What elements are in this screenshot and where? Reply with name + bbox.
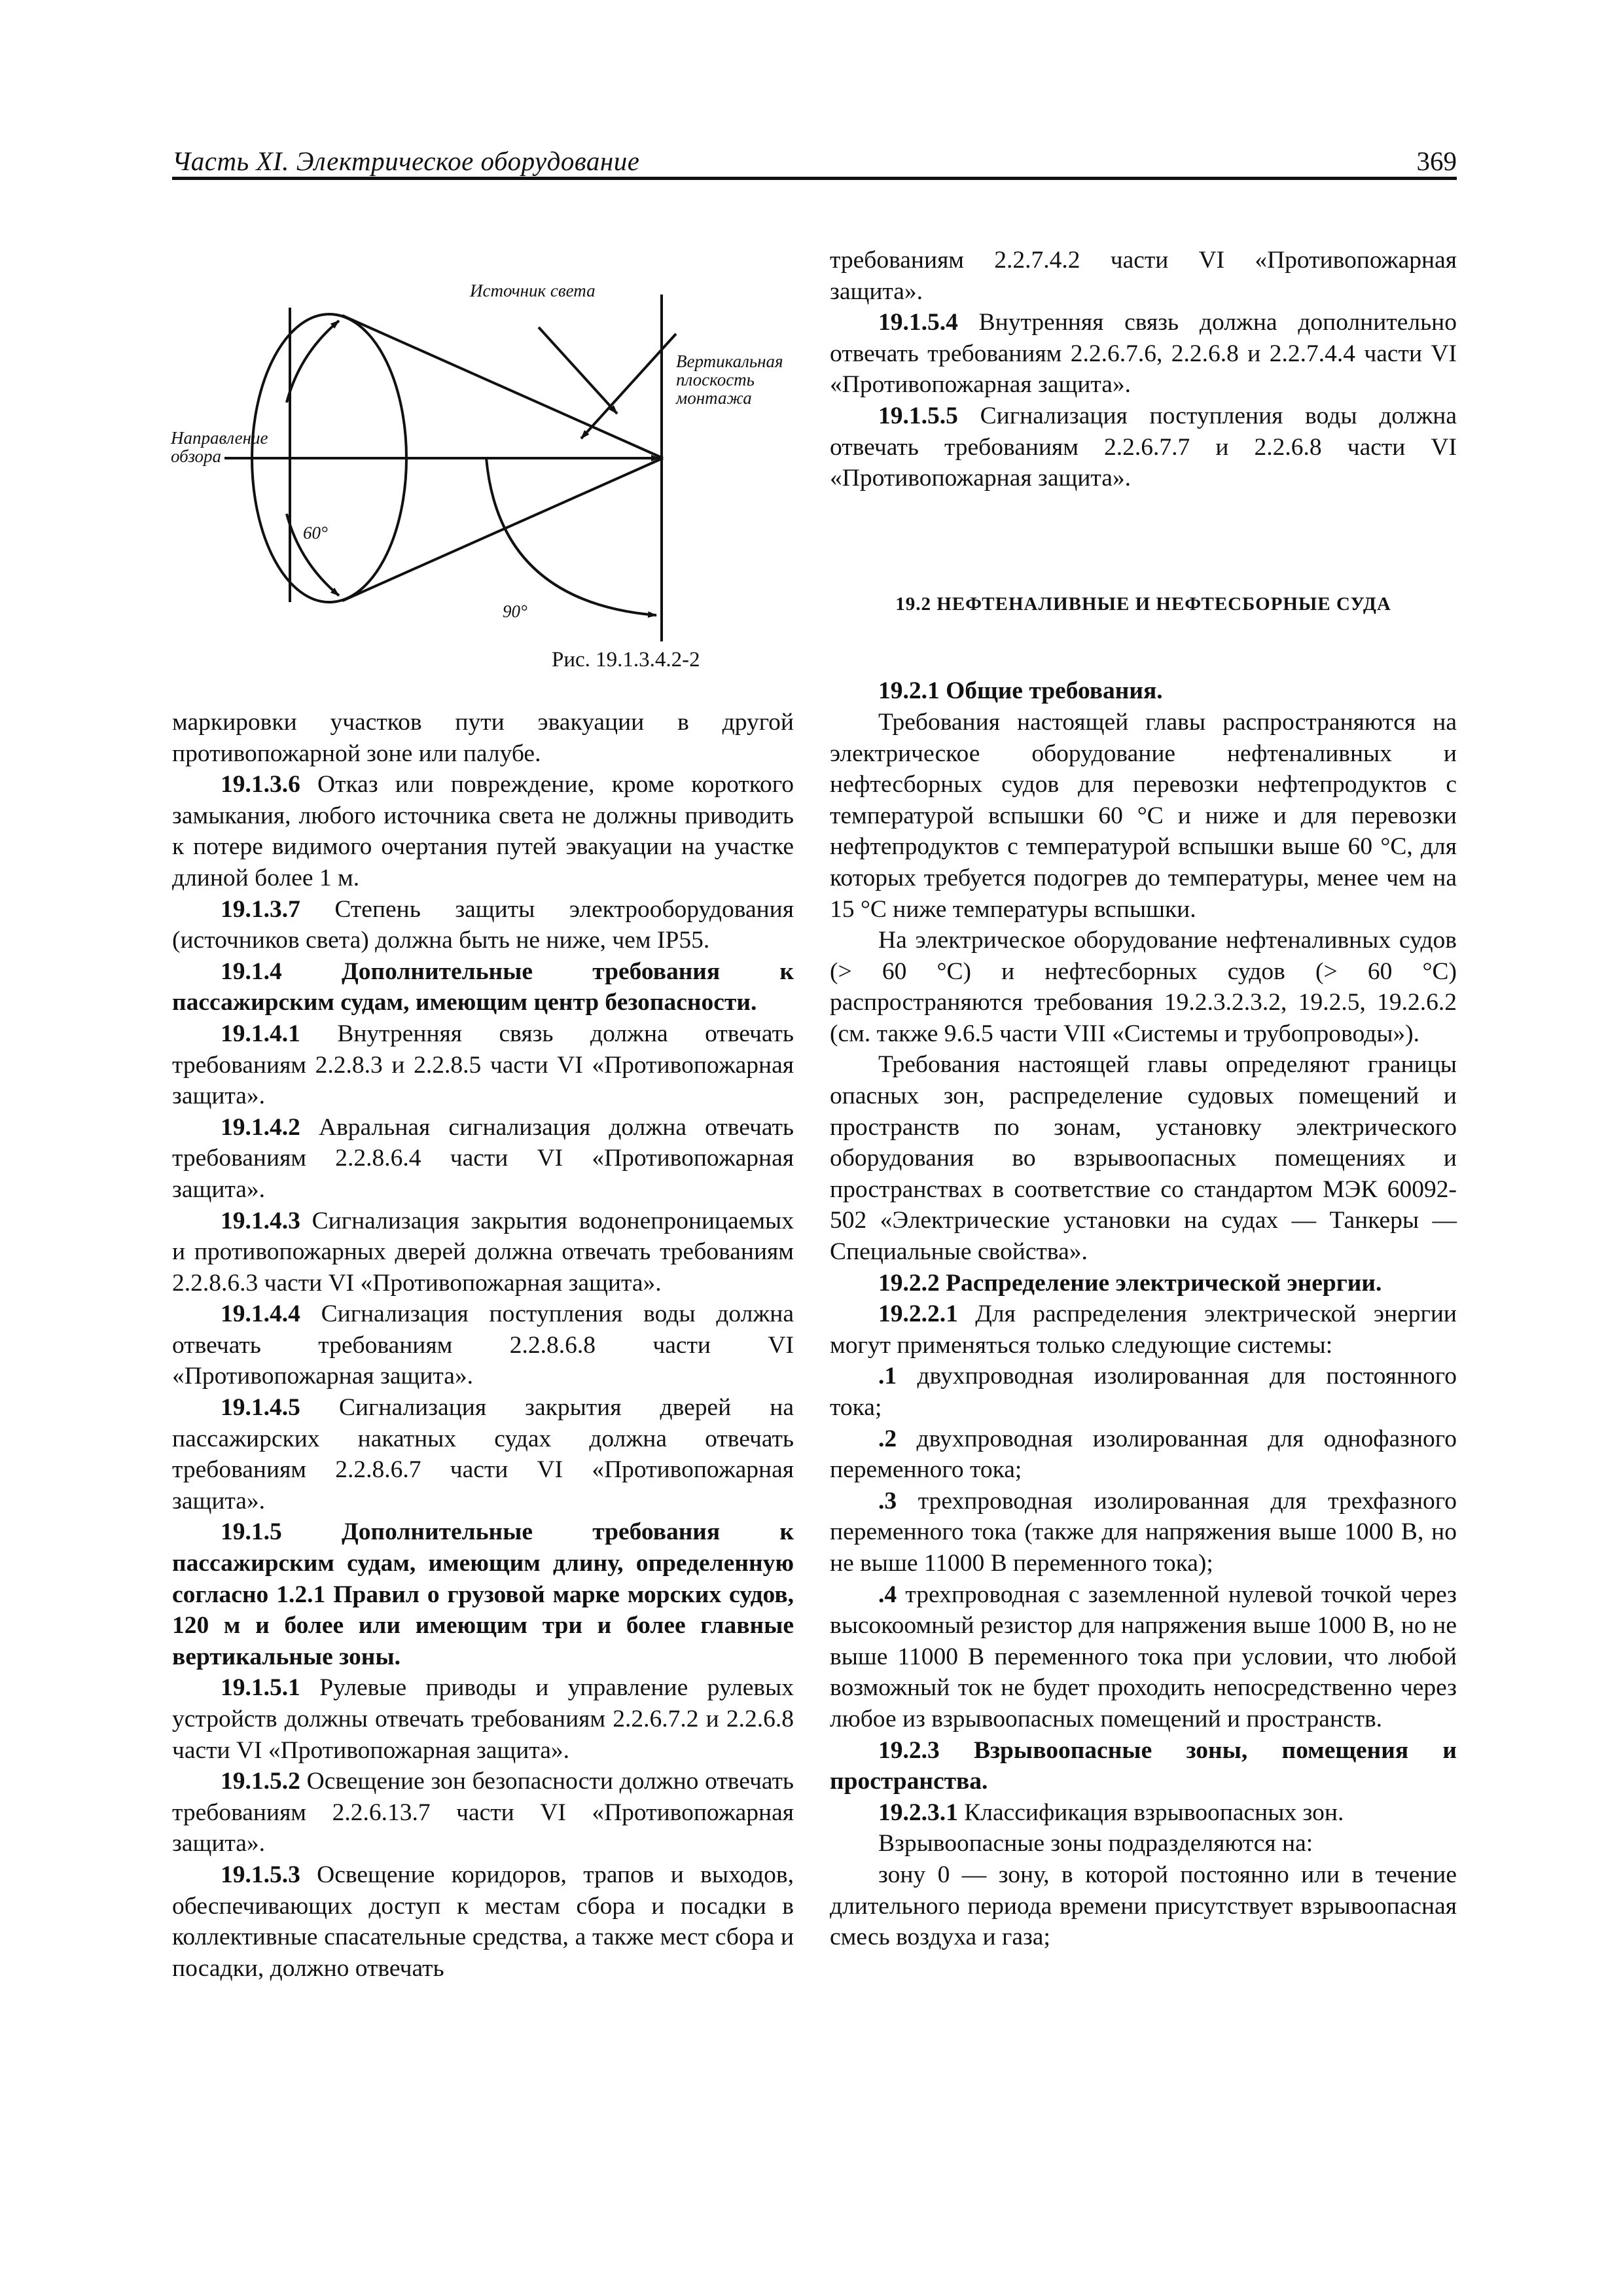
list-item: .3 трехпроводная изолированная для трехфазного переменного тока (также для напряжения выше 1000 В, но не выше 11000 В переменного тока);: [830, 1487, 1457, 1577]
label-angle-60: 60°: [303, 523, 328, 543]
paragraph: На электрическое оборудование нефтеналивных судов (> 60 °С) и нефтесборных судов (> 60 °С) распространяются требования 19.2.3.2.3.2, 19.2.5, 19.2.6.2 (см. также 9.6.5 части VIII «Системы и трубопроводы»).: [830, 927, 1457, 1047]
header-rule: [172, 177, 1457, 180]
arc-60-top: [287, 321, 339, 403]
subsection-heading: 19.2.1 Общие требования.: [878, 677, 1163, 705]
light-source-pointer: [539, 327, 617, 414]
paragraph: зону 0 — зону, в которой постоянно или в течение длительного периода времени присутствует взрывоопасная смесь воздуха и газа;: [830, 1861, 1457, 1951]
list-item: .1 двухпроводная изолированная для постоянного тока;: [830, 1363, 1457, 1421]
figure-caption: Рис. 19.1.3.4.2-2: [552, 648, 700, 672]
paragraph: 19.1.4.2 Авральная сигнализация должна отвечать требованиям 2.2.8.6.4 части VI «Противопожарная защита».: [172, 1113, 794, 1203]
paragraph: 19.1.3.7 Степень защиты электрооборудования (источников света) должна быть не ниже, чем IP55.: [172, 895, 794, 954]
subsection-heading: 19.2.2 Распределение электрической энергии.: [878, 1269, 1382, 1297]
paragraph: маркировки участков пути эвакуации в другой противопожарной зоне или палубе.: [172, 709, 794, 767]
label-vertical-plane: Вертикальная плоскость монтажа: [676, 351, 783, 408]
right-column: [830, 245, 1457, 1953]
cone-edge-bottom: [342, 458, 663, 601]
arc-90: [486, 458, 656, 615]
paragraph: 19.1.5.1 Рулевые приводы и управление рулевых устройств должны отвечать требованиям 2.2.6.7.2 и 2.2.6.8 части VI «Противопожарная защита».: [172, 1674, 794, 1764]
paragraph: требованиям 2.2.7.4.2 части VI «Противопожарная защита».: [830, 247, 1457, 305]
label-view-direction: Направление обзора: [171, 428, 268, 466]
paragraph: Требования настоящей главы распространяются на электрическое оборудование нефтеналивных и нефтесборных судов для перевозки нефтепродуктов с температурой вспышки 60 °С и ниже и для перевозки нефтепродуктов с температурой вспышки выше 60 °С, для которых требуется подогрев до температуры, менее чем на 15 °С ниже температуры вспышки.: [830, 708, 1457, 923]
paragraph: 19.1.5.3 Освещение коридоров, трапов и выходов, обеспечивающих доступ к местам сбора и посадки в коллективные спасательные средства, а также мест сбора и посадки, должно отвечать: [172, 1861, 794, 1982]
label-angle-90: 90°: [503, 601, 527, 621]
page-number: 369: [1416, 146, 1457, 176]
paragraph: 19.1.5.2 Освещение зон безопасности должно отвечать требованиям 2.2.6.13.7 части VI «Противопожарная защита».: [172, 1768, 794, 1857]
paragraph: 19.1.5.5 Сигнализация поступления воды должна отвечать требованиям 2.2.6.7.7 и 2.2.6.8 части VI «Противопожарная защита».: [830, 402, 1457, 492]
paragraph: 19.1.5.4 Внутренняя связь должна дополнительно отвечать требованиям 2.2.6.7.6, 2.2.6.8 и 2.2.7.4.4 части VI «Противопожарная защита».: [830, 309, 1457, 399]
list-item: .2 двухпроводная изолированная для однофазного переменного тока;: [830, 1425, 1457, 1484]
figure-light-source-diagram: [172, 262, 794, 694]
paragraph: 19.1.4.3 Сигнализация закрытия водонепроницаемых и противопожарных дверей должна отвечать требованиям 2.2.8.6.3 части VI «Противопожарная защита».: [172, 1207, 794, 1297]
list-item: .4 трехпроводная с заземленной нулевой точкой через высокоомный резистор для напряжения выше 1000 В, но не выше 11000 В переменного тока при условии, что любой возможный ток не будет проходить непосредственно через любое из взрывоопасных помещений и пространств.: [830, 1581, 1457, 1732]
paragraph: 19.1.4.1 Внутренняя связь должна отвечать требованиям 2.2.8.3 и 2.2.8.5 части VI «Противопожарная защита».: [172, 1020, 794, 1110]
label-light-source: Источник света: [470, 281, 596, 300]
section-heading: 19.2 НЕФТЕНАЛИВНЫЕ И НЕФТЕСБОРНЫЕ СУДА: [895, 593, 1391, 615]
paragraph: 19.1.4.4 Сигнализация поступления воды должна отвечать требованиям 2.2.8.6.8 части VI «Противопожарная защита».: [172, 1300, 794, 1390]
paragraph: Взрывоопасные зоны подразделяются на:: [878, 1830, 1313, 1857]
paragraph: 19.1.4.5 Сигнализация закрытия дверей на пассажирских накатных судах должна отвечать требованиям 2.2.8.6.7 части VI «Противопожарная защита».: [172, 1394, 794, 1515]
paragraph: 19.2.3.1 Классификация взрывоопасных зон.: [878, 1799, 1344, 1826]
subsection-heading: 19.2.3 Взрывоопасные зоны, помещения и пространства.: [830, 1736, 1457, 1795]
subsection-heading: 19.1.4 Дополнительные требования к пассажирским судам, имеющим центр безопасности.: [172, 958, 794, 1016]
cone-edge-top: [342, 315, 663, 458]
subsection-heading: 19.1.5 Дополнительные требования к пассажирским судам, имеющим длину, определенную согласно 1.2.1 Правил о грузовой марке морских судов, 120 м и более или имеющим три и более главные вертикальные зоны.: [172, 1518, 794, 1670]
paragraph: 19.1.3.6 Отказ или повреждение, кроме короткого замыкания, любого источника света не должны приводить к потере видимого очертания путей эвакуации на участке длиной более 1 м.: [172, 771, 794, 891]
paragraph: 19.2.2.1 Для распределения электрической энергии могут применяться только следующие системы:: [830, 1300, 1457, 1359]
running-header-title: Часть XI. Электрическое оборудование: [172, 146, 640, 176]
paragraph: Требования настоящей главы определяют границы опасных зон, распределение судовых помещений и пространств по зонам, установку электрического оборудования во взрывоопасных помещениях и пространствах в соответствие со стандартом МЭК 60092-502 «Электрические установки на судах — Танкеры — Специальные свойства».: [830, 1051, 1457, 1266]
left-column: [172, 707, 794, 1984]
